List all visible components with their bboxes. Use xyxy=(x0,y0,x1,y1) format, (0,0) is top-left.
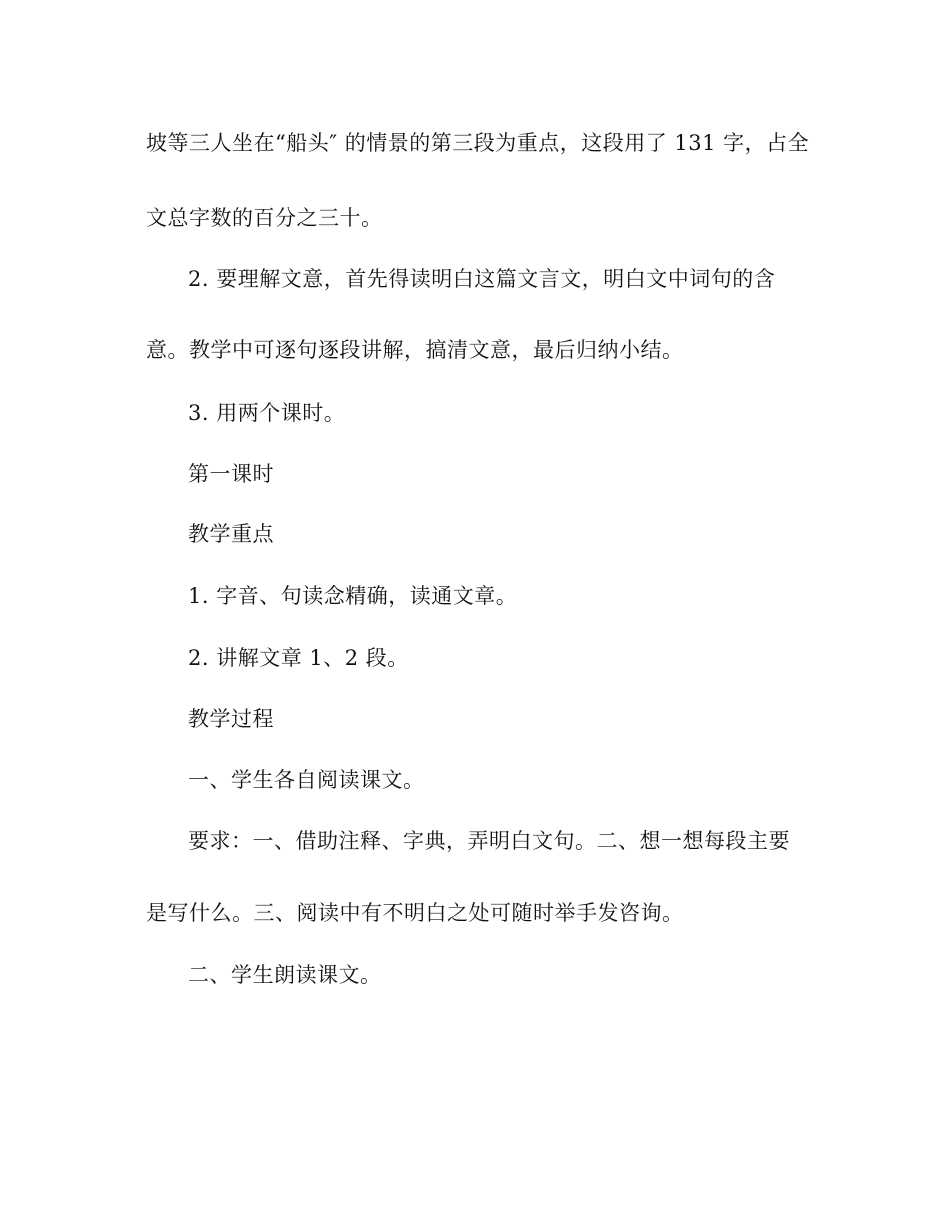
section-heading: 教学重点 xyxy=(188,522,274,546)
list-item: 1. 字音、句读念精确，读通文章。 xyxy=(188,584,518,608)
paragraph-line: 意。教学中可逐句逐段讲解，搞清文意，最后归纳小结。 xyxy=(146,338,684,362)
paragraph-line: 2. 要理解文意，首先得读明白这篇文言文，明白文中词句的含 xyxy=(188,267,776,291)
paragraph-line: 文总字数的百分之三十。 xyxy=(146,206,383,230)
paragraph-line: 坡等三人坐在“船头″ 的情景的第三段为重点，这段用了 131 字，占全 xyxy=(146,131,810,155)
section-heading: 教学过程 xyxy=(188,707,274,731)
section-heading: 第一课时 xyxy=(188,462,274,486)
paragraph-line: 二、学生朗读课文。 xyxy=(188,963,382,987)
paragraph-line: 3. 用两个课时。 xyxy=(188,401,346,425)
paragraph-line: 要求：一、借助注释、字典，弄明白文句。二、想一想每段主要 xyxy=(188,829,790,853)
list-item: 2. 讲解文章 1、2 段。 xyxy=(188,646,409,670)
paragraph-line: 是写什么。三、阅读中有不明白之处可随时举手发咨询。 xyxy=(146,901,684,925)
paragraph-line: 一、学生各自阅读课文。 xyxy=(188,768,425,792)
